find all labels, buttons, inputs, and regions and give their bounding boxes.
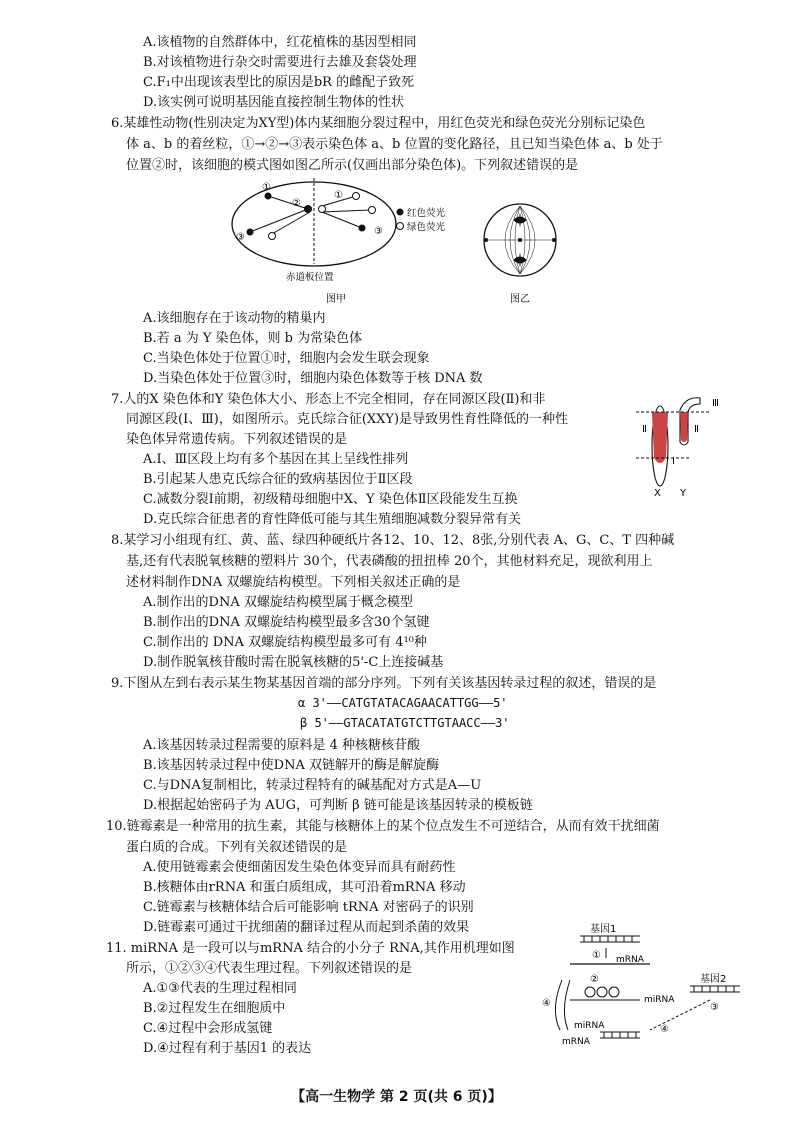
q8-option-c: C.制作出的 DNA 双螺旋结构模型最多可有 4¹⁰种 <box>143 635 427 650</box>
q6-figure-a <box>226 178 466 306</box>
q11-stem-line2: 所示，①②③④代表生理过程。下列叙述错误的是 <box>126 961 413 976</box>
q11-stem-line1: 11. miRNA 是一段可以与mRNA 结合的小分子 RNA,其作用机理如图 <box>106 941 515 956</box>
fig-a-marker-2: ② <box>292 198 301 209</box>
q10-stem-line1: 10.链霉素是一种常用的抗生素，其能与核糖体上的某个位点发生不可逆结合，从而有效干扰细菌 <box>106 819 660 834</box>
q10-option-b: B.核糖体由rRNA 和蛋白质组成，其可沿着mRNA 移动 <box>143 880 466 895</box>
q9-option-d: D.根据起始密码子为 AUG，可判断 β 链可能是该基因转录的模板链 <box>143 798 533 813</box>
fig11-n3: ③ <box>710 1002 719 1013</box>
q10-option-d: D.链霉素可通过干扰细菌的翻译过程从而起到杀菌的效果 <box>143 920 470 935</box>
q7-option-d: D.克氏综合征患者的育性降低可能与其生殖细胞减数分裂异常有关 <box>143 512 522 527</box>
q8-stem-line1: 8.某学习小组现有红、黄、蓝、绿四种硬纸片各12、10、12、8张,分别代表 A、G、C、T 四种碱 <box>111 533 675 548</box>
fig7-label-ii-left: Ⅱ <box>642 424 647 435</box>
fig11-n4a: ④ <box>542 998 551 1009</box>
q10-stem-line2: 蛋白质的合成。下列有关叙述错误的是 <box>126 840 348 855</box>
q7-option-b: B.引起某人患克氏综合征的致病基因位于Ⅱ区段 <box>143 472 413 487</box>
page-footer: 【高一生物学 第 2 页(共 6 页)】 <box>291 1089 502 1105</box>
legend-red: 红色荧光 <box>407 208 446 219</box>
q6-option-d: D.当染色体处于位置③时，细胞内染色体数等于核 DNA 数 <box>143 371 483 386</box>
plate-label: 赤道板位置 <box>286 272 334 283</box>
q7-figure <box>630 392 730 502</box>
q6-stem-line1: 6.某雄性动物(性别决定为XY型)体内某细胞分裂过程中，用红色荧光和绿色荧光分别标记染色 <box>111 116 646 131</box>
fig7-label-ii-right: Ⅱ <box>694 424 699 435</box>
q5-option-d: D.该实例可说明基因能直接控制生物体的性状 <box>143 95 405 110</box>
q10-option-c: C.链霉素与核糖体结合后可能影响 tRNA 对密码子的识别 <box>143 900 474 915</box>
fig11-n2: ② <box>590 974 599 985</box>
q10-option-a: A.使用链霉素会使细菌因发生染色体变异而具有耐药性 <box>143 860 456 875</box>
q7-option-c: C.减数分裂Ⅰ前期，初级精母细胞中X、Y 染色体Ⅱ区段能发生互换 <box>143 492 518 507</box>
q9-option-a: A.该基因转录过程需要的原料是 4 种核糖核苷酸 <box>143 738 421 753</box>
q6-option-b: B.若 a 为 Y 染色体，则 b 为常染色体 <box>143 331 363 346</box>
fig11-n4b: ④ <box>660 1024 669 1035</box>
q7-stem-line3: 染色体异常遗传病。下列叙述错误的是 <box>126 432 348 447</box>
fig-a-marker-1: ① <box>262 182 271 193</box>
q11-option-a: A.①③代表的生理过程相同 <box>143 981 297 996</box>
fig11-n1: ① <box>592 950 601 961</box>
fig7-x: X <box>654 488 661 499</box>
q8-stem-line3: 述材料制作DNA 双螺旋结构模型。下列相关叙述正确的是 <box>126 575 461 590</box>
fig-a-marker-3: ③ <box>236 232 245 243</box>
q7-stem-line1: 7.人的X 染色体和Y 染色体大小、形态上不完全相同，存在同源区段(Ⅱ)和非 <box>111 392 546 407</box>
fig-a-marker-1-right: ① <box>334 190 343 201</box>
fig11-gene1: 基因1 <box>590 924 617 935</box>
q9-seq-alpha: α 3'——CATGTATACAGAACATTGG——5' <box>298 696 508 710</box>
fig11-mrna-top: mRNA <box>616 955 644 965</box>
q6-figure-b <box>480 200 560 310</box>
caption-b: 图乙 <box>510 294 530 305</box>
q9-stem: 9.下图从左到右表示某生物某基因首端的部分序列。下列有关该基因转录过程的叙述，错误的是 <box>111 676 657 691</box>
fig7-label-iii: Ⅲ <box>712 398 719 409</box>
q7-option-a: A.Ⅰ、Ⅲ区段上均有多个基因在其上呈线性排列 <box>143 452 409 467</box>
caption-a: 图甲 <box>326 294 346 305</box>
q6-option-a: A.该细胞存在于该动物的精巢内 <box>143 311 326 326</box>
q11-figure <box>540 920 750 1070</box>
fig11-gene2: 基因2 <box>700 974 727 985</box>
fig7-y: Y <box>680 488 687 499</box>
q5-option-b: B.对该植物进行杂交时需要进行去雄及套袋处理 <box>143 55 417 70</box>
q8-option-a: A.制作出的DNA 双螺旋结构模型属于概念模型 <box>143 595 413 610</box>
fig11-mirna-low: miRNA <box>574 1021 605 1031</box>
legend-green: 绿色荧光 <box>407 222 446 233</box>
q5-option-a: A.该植物的自然群体中，红花植株的基因型相同 <box>143 35 417 50</box>
fig7-label-i: I <box>672 456 675 467</box>
q8-option-d: D.制作脱氧核苷酸时需在脱氧核糖的5'-C上连接碱基 <box>143 655 444 670</box>
q9-seq-beta: β 5'——GTACATATGTCTTGTAACC——3' <box>300 716 510 730</box>
q6-stem-line2: 体 a、b 的着丝粒，①→②→③表示染色体 a、b 位置的变化路径，且已知当染色体 a、b 处于 <box>126 137 663 152</box>
q8-option-b: B.制作出的DNA 双螺旋结构模型最多含30个氢键 <box>143 615 430 630</box>
q8-stem-line2: 基,还有代表脱氧核糖的塑料片 30个，代表磷酸的扭扭棒 20个，其他材料充足，现欲利用上 <box>126 554 653 569</box>
fig-a-marker-3-right: ③ <box>374 226 383 237</box>
q11-option-d: D.④过程有利于基因1 的表达 <box>143 1041 312 1056</box>
q11-option-c: C.④过程中会形成氢键 <box>143 1021 273 1036</box>
q5-option-c: C.F₁中出现该表型比的原因是bR 的雌配子致死 <box>143 75 415 90</box>
q6-stem-line3: 位置②时，该细胞的模式图如图乙所示(仅画出部分染色体)。下列叙述错误的是 <box>126 158 579 173</box>
fig11-mirna-mid: miRNA <box>644 995 675 1005</box>
fig11-mrna-low: mRNA <box>562 1037 590 1047</box>
q9-option-c: C.与DNA复制相比，转录过程特有的碱基配对方式是A—U <box>143 778 482 793</box>
q9-option-b: B.该基因转录过程中使DNA 双链解开的酶是解旋酶 <box>143 758 440 773</box>
q11-option-b: B.②过程发生在细胞质中 <box>143 1001 286 1016</box>
q7-stem-line2: 同源区段(Ⅰ、Ⅲ)，如图所示。克氏综合征(XXY)是导致男性育性降低的一种性 <box>126 412 569 427</box>
q6-option-c: C.当染色体处于位置①时，细胞内会发生联会现象 <box>143 351 430 366</box>
